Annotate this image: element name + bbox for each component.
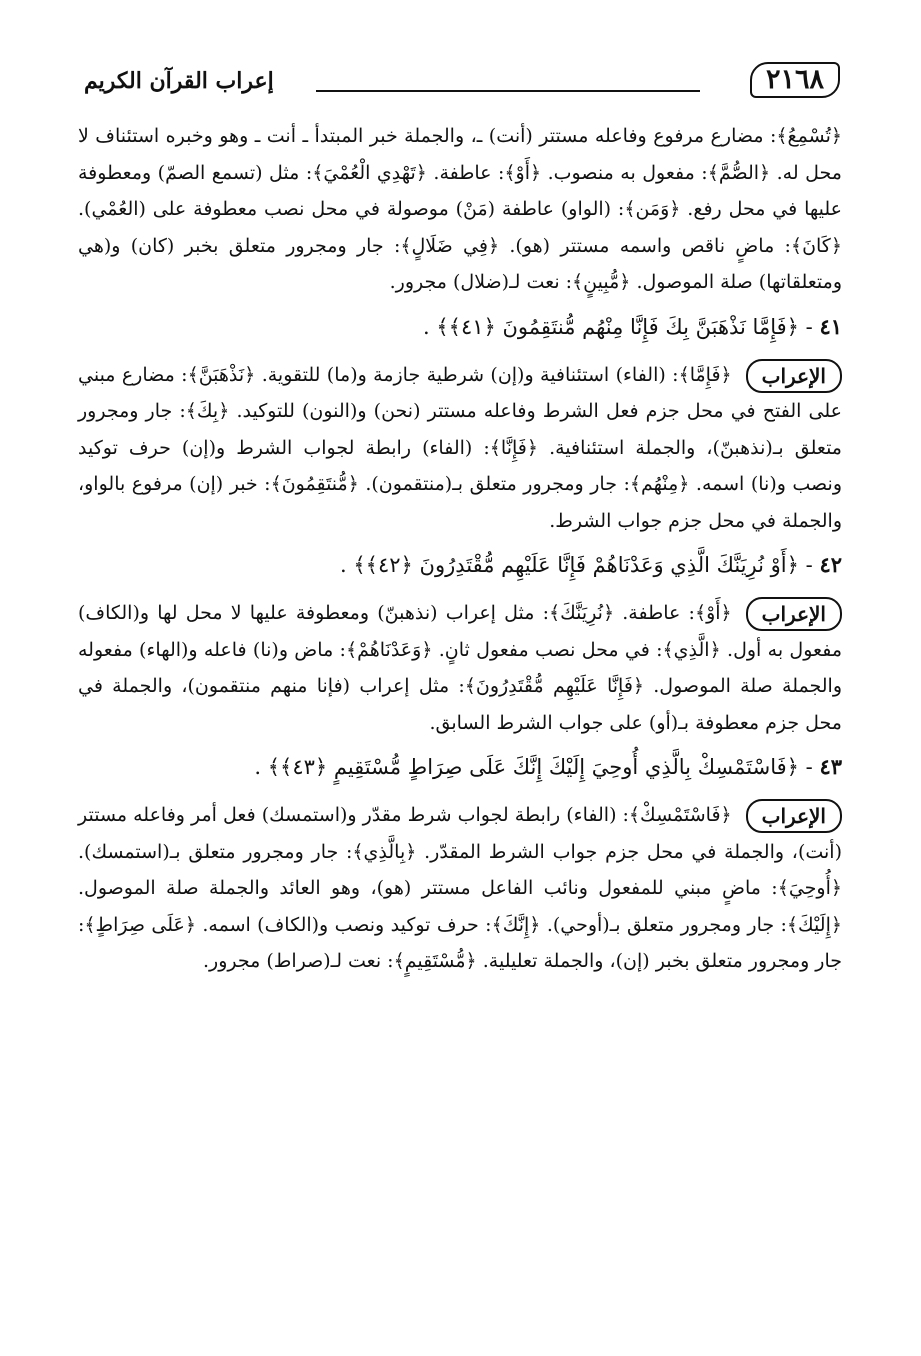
verse-43 xyxy=(78,749,842,785)
verse-dash: - xyxy=(805,755,813,779)
verse-text: ﴿أَوْ نُرِيَنَّكَ الَّذِي وَعَدْنَاهُمْ فَإِنَّا عَلَيْهِم مُّقْتَدِرُونَ ﴿٤٢﴾﴾ . xyxy=(340,553,799,577)
verse-dash: - xyxy=(805,314,813,339)
book-title: إعراب القرآن الكريم xyxy=(84,68,274,94)
page-content xyxy=(78,118,842,980)
irab-text: ﴿فَاسْتَمْسِكْ﴾: (الفاء) رابطة لجواب شرط مقدّر و(استمسك) فعل أمر وفاعله مستتر (أنت)، والجملة في محل جزم جواب الشرط المقدّر. ﴿بِالَّذِي﴾: جار ومجرور متعلق بـ(استمسك). ﴿أُوحِيَ﴾: ماضٍ مبني للمفعول ونائب الفاعل مستتر (هو)، وهو العائد والجملة صلة الموصول. ﴿إِلَيْكَ﴾: جار ومجرور متعلق بـ(أوحي). ﴿إِنَّكَ﴾: حرف توكيد ونصب و(الكاف) اسمه. ﴿عَلَى صِرَاطٍ﴾: جار ومجرور متعلق بخبر (إن)، والجملة تعليلية. ﴿مُّسْتَقِيمٍ﴾: نعت لـ(صراط) مجرور. xyxy=(78,804,842,972)
verse-number: ٤١ xyxy=(819,313,842,339)
verse-41 xyxy=(78,309,842,345)
intro-paragraph: ﴿تُسْمِعُ﴾: مضارع مرفوع وفاعله مستتر (أنت) ـ، والجملة خبر المبتدأ ـ أنت ـ وهو وخبره استئناف لا محل له. ﴿الصُّمَّ﴾: مفعول به منصوب. ﴿أَوْ﴾: عاطفة. ﴿تَهْدِي الْعُمْيَ﴾: مثل (تسمع الصمّ) ومعطوفة عليها في محل رفع. ﴿وَمَن﴾: (الواو) عاطفة (مَنْ) موصولة في محل نصب معطوفة على (العُمْي). ﴿كَانَ﴾: ماضٍ ناقص واسمه مستتر (هو). ﴿فِي ضَلَالٍ﴾: جار ومجرور متعلق بخبر (كان) و(هي ومتعلقاتها) صلة الموصول. ﴿مُّبِينٍ﴾: نعت لـ(ضلال) مجرور. xyxy=(78,125,842,293)
irab-block-42 xyxy=(78,595,842,741)
verse-number: ٤٢ xyxy=(819,552,842,577)
verse-text: ﴿فَاسْتَمْسِكْ بِالَّذِي أُوحِيَ إِلَيْكَ إِنَّكَ عَلَى صِرَاطٍ مُّسْتَقِيمٍ ﴿٤٣﴾﴾ . xyxy=(254,755,799,779)
irab-badge: الإعراب xyxy=(746,597,842,631)
irab-badge: الإعراب xyxy=(746,359,842,393)
verse-42 xyxy=(78,547,842,583)
verse-number: ٤٣ xyxy=(819,754,842,779)
irab-block-41 xyxy=(78,357,842,540)
irab-block-43 xyxy=(78,797,842,980)
page-number: ٢١٦٨ xyxy=(750,62,840,98)
irab-text: ﴿فَإِمَّا﴾: (الفاء) استئنافية و(إن) شرطية جازمة و(ما) للتقوية. ﴿نَذْهَبَنَّ﴾: مضارع مبني على الفتح في محل جزم فعل الشرط وفاعله مستتر (نحن) و(النون) للتوكيد. ﴿بِكَ﴾: جار ومجرور متعلق بـ(نذهبنّ)، والجملة استئنافية. ﴿فَإِنَّا﴾: (الفاء) رابطة لجواب الشرط و(إن) حرف توكيد ونصب و(نا) اسمه. ﴿مِنْهُم﴾: جار ومجرور متعلق بـ(منتقمون). ﴿مُّنتَقِمُونَ﴾: خبر (إن) مرفوع بالواو، والجملة في محل جزم جواب الشرط. xyxy=(78,363,842,532)
verse-dash: - xyxy=(805,553,813,577)
header-rule xyxy=(316,90,700,92)
irab-text: ﴿أَوْ﴾: عاطفة. ﴿نُرِيَنَّكَ﴾: مثل إعراب (نذهبنّ) ومعطوفة عليها لا محل لها و(الكاف) مفعول به أول. ﴿الَّذِي﴾: في محل نصب مفعول ثانٍ. ﴿وَعَدْنَاهُمْ﴾: ماض و(نا) فاعله و(الهاء) مفعوله والجملة صلة الموصول. ﴿فَإِنَّا عَلَيْهِم مُّقْتَدِرُونَ﴾: مثل إعراب (فإنا منهم منتقمون)، والجملة في محل جزم معطوفة بـ(أو) على جواب الشرط السابق. xyxy=(78,602,842,734)
verse-text: ﴿فَإِمَّا نَذْهَبَنَّ بِكَ فَإِنَّا مِنْهُم مُّنتَقِمُونَ ﴿٤١﴾﴾ . xyxy=(422,314,799,339)
irab-badge: الإعراب xyxy=(746,799,842,833)
page-header xyxy=(78,58,840,104)
